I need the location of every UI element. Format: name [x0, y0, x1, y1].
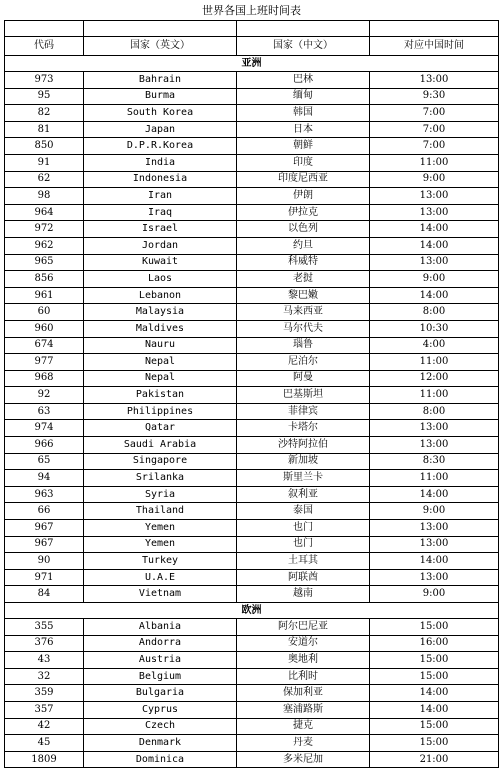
code-cell: 856 — [5, 271, 84, 288]
code-cell: 42 — [5, 718, 84, 735]
header-china-time: 对应中国时间 — [370, 37, 499, 56]
country-cn-cell: 日本 — [237, 121, 370, 138]
china-time-cell: 13:00 — [370, 420, 499, 437]
china-time-cell: 14:00 — [370, 553, 499, 570]
table-row — [5, 105, 499, 122]
country-en-cell: Nepal — [84, 354, 237, 371]
country-cn-cell: 伊朗 — [237, 188, 370, 205]
country-en-cell: Burma — [84, 88, 237, 105]
country-en-cell: Iran — [84, 188, 237, 205]
china-time-cell: 10:30 — [370, 320, 499, 337]
china-time-cell: 14:00 — [370, 701, 499, 718]
country-en-cell: Kuwait — [84, 254, 237, 271]
china-time-cell: 14:00 — [370, 685, 499, 702]
title-row — [5, 2, 499, 21]
code-cell: 32 — [5, 668, 84, 685]
country-en-cell: Thailand — [84, 503, 237, 520]
table-row — [5, 520, 499, 537]
country-cn-cell: 瑙鲁 — [237, 337, 370, 354]
country-cn-cell: 比利时 — [237, 668, 370, 685]
country-en-cell: Singapore — [84, 453, 237, 470]
country-en-cell: Malaysia — [84, 304, 237, 321]
table-row — [5, 437, 499, 454]
header-country-en: 国家（英文） — [84, 37, 237, 56]
table-row — [5, 718, 499, 735]
china-time-cell: 8:00 — [370, 304, 499, 321]
blank-cell — [237, 21, 370, 37]
code-cell: 1809 — [5, 751, 84, 768]
country-cn-cell: 韩国 — [237, 105, 370, 122]
table-row — [5, 735, 499, 752]
table-title: 世界各国上班时间表 — [5, 2, 499, 21]
china-time-cell: 13:00 — [370, 254, 499, 271]
code-cell: 974 — [5, 420, 84, 437]
china-time-cell: 9:00 — [370, 271, 499, 288]
china-time-cell: 16:00 — [370, 635, 499, 652]
country-cn-cell: 马尔代夫 — [237, 320, 370, 337]
table-row — [5, 403, 499, 420]
region-label: 欧洲 — [5, 603, 499, 619]
china-time-cell: 15:00 — [370, 718, 499, 735]
country-en-cell: Austria — [84, 652, 237, 669]
china-time-cell: 12:00 — [370, 370, 499, 387]
table-row — [5, 370, 499, 387]
country-en-cell: Turkey — [84, 553, 237, 570]
table-row — [5, 453, 499, 470]
country-en-cell: Czech — [84, 718, 237, 735]
code-cell: 95 — [5, 88, 84, 105]
country-en-cell: Dominica — [84, 751, 237, 768]
code-cell: 964 — [5, 204, 84, 221]
country-en-cell: South Korea — [84, 105, 237, 122]
code-cell: 90 — [5, 553, 84, 570]
code-cell: 967 — [5, 536, 84, 553]
country-cn-cell: 伊拉克 — [237, 204, 370, 221]
country-en-cell: Syria — [84, 486, 237, 503]
country-cn-cell: 阿曼 — [237, 370, 370, 387]
code-cell: 66 — [5, 503, 84, 520]
country-en-cell: Belgium — [84, 668, 237, 685]
china-time-cell: 15:00 — [370, 735, 499, 752]
code-cell: 91 — [5, 154, 84, 171]
table-row — [5, 685, 499, 702]
china-time-cell: 13:00 — [370, 72, 499, 89]
code-cell: 92 — [5, 387, 84, 404]
china-time-cell: 7:00 — [370, 121, 499, 138]
table-row — [5, 221, 499, 238]
table-row — [5, 88, 499, 105]
country-en-cell: Qatar — [84, 420, 237, 437]
china-time-cell: 9:00 — [370, 171, 499, 188]
country-cn-cell: 越南 — [237, 586, 370, 603]
code-cell: 81 — [5, 121, 84, 138]
code-cell: 94 — [5, 470, 84, 487]
country-cn-cell: 捷克 — [237, 718, 370, 735]
china-time-cell: 11:00 — [370, 387, 499, 404]
country-cn-cell: 黎巴嫩 — [237, 287, 370, 304]
code-cell: 62 — [5, 171, 84, 188]
china-time-cell: 13:00 — [370, 204, 499, 221]
code-cell: 98 — [5, 188, 84, 205]
country-cn-cell: 印度 — [237, 154, 370, 171]
code-cell: 63 — [5, 403, 84, 420]
table-row — [5, 387, 499, 404]
code-cell: 65 — [5, 453, 84, 470]
country-en-cell: Denmark — [84, 735, 237, 752]
country-en-cell: Indonesia — [84, 171, 237, 188]
country-cn-cell: 约旦 — [237, 237, 370, 254]
country-en-cell: India — [84, 154, 237, 171]
table-row — [5, 553, 499, 570]
table-row — [5, 635, 499, 652]
china-time-cell: 11:00 — [370, 470, 499, 487]
country-cn-cell: 巴林 — [237, 72, 370, 89]
table-row — [5, 121, 499, 138]
country-cn-cell: 以色列 — [237, 221, 370, 238]
code-cell: 977 — [5, 354, 84, 371]
table-row — [5, 652, 499, 669]
country-en-cell: Nauru — [84, 337, 237, 354]
china-time-cell: 13:00 — [370, 569, 499, 586]
table-row — [5, 138, 499, 155]
code-cell: 965 — [5, 254, 84, 271]
country-en-cell: Nepal — [84, 370, 237, 387]
country-cn-cell: 斯里兰卡 — [237, 470, 370, 487]
china-time-cell: 14:00 — [370, 486, 499, 503]
code-cell: 850 — [5, 138, 84, 155]
code-cell: 961 — [5, 287, 84, 304]
china-time-cell: 14:00 — [370, 221, 499, 238]
table-row — [5, 569, 499, 586]
country-en-cell: Albania — [84, 619, 237, 636]
blank-row — [5, 21, 499, 37]
country-en-cell: Andorra — [84, 635, 237, 652]
country-en-cell: Maldives — [84, 320, 237, 337]
table-row — [5, 619, 499, 636]
country-cn-cell: 科威特 — [237, 254, 370, 271]
country-en-cell: Cyprus — [84, 701, 237, 718]
china-time-cell: 13:00 — [370, 437, 499, 454]
country-en-cell: Bahrain — [84, 72, 237, 89]
table-row — [5, 536, 499, 553]
code-cell: 359 — [5, 685, 84, 702]
country-en-cell: Laos — [84, 271, 237, 288]
china-time-cell: 11:00 — [370, 354, 499, 371]
table-row — [5, 271, 499, 288]
table-row — [5, 304, 499, 321]
region-label: 亚洲 — [5, 56, 499, 72]
country-en-cell: Yemen — [84, 536, 237, 553]
china-time-cell: 13:00 — [370, 188, 499, 205]
table-row — [5, 171, 499, 188]
china-time-cell: 9:00 — [370, 586, 499, 603]
country-en-cell: Japan — [84, 121, 237, 138]
blank-cell — [5, 21, 84, 37]
china-time-cell: 4:00 — [370, 337, 499, 354]
country-en-cell: Philippines — [84, 403, 237, 420]
code-cell: 82 — [5, 105, 84, 122]
country-cn-cell: 巴基斯坦 — [237, 387, 370, 404]
china-time-cell: 7:00 — [370, 138, 499, 155]
country-cn-cell: 卡塔尔 — [237, 420, 370, 437]
country-cn-cell: 马来西亚 — [237, 304, 370, 321]
country-en-cell: Iraq — [84, 204, 237, 221]
table-row — [5, 320, 499, 337]
china-time-cell: 13:00 — [370, 536, 499, 553]
country-en-cell: Pakistan — [84, 387, 237, 404]
code-cell: 45 — [5, 735, 84, 752]
code-cell: 43 — [5, 652, 84, 669]
code-cell: 973 — [5, 72, 84, 89]
table-row — [5, 503, 499, 520]
country-cn-cell: 尼泊尔 — [237, 354, 370, 371]
china-time-cell: 21:00 — [370, 751, 499, 768]
country-cn-cell: 也门 — [237, 536, 370, 553]
code-cell: 84 — [5, 586, 84, 603]
china-time-cell: 11:00 — [370, 154, 499, 171]
country-cn-cell: 沙特阿拉伯 — [237, 437, 370, 454]
code-cell: 674 — [5, 337, 84, 354]
table-row — [5, 204, 499, 221]
country-cn-cell: 泰国 — [237, 503, 370, 520]
country-cn-cell: 老挝 — [237, 271, 370, 288]
country-cn-cell: 塞浦路斯 — [237, 701, 370, 718]
table-row — [5, 486, 499, 503]
country-en-cell: Yemen — [84, 520, 237, 537]
table-row — [5, 188, 499, 205]
header-code: 代码 — [5, 37, 84, 56]
country-en-cell: Srilanka — [84, 470, 237, 487]
code-cell: 972 — [5, 221, 84, 238]
china-time-cell: 8:30 — [370, 453, 499, 470]
china-time-cell: 15:00 — [370, 619, 499, 636]
header-row — [5, 37, 499, 56]
blank-cell — [370, 21, 499, 37]
table-row — [5, 72, 499, 89]
region-row — [5, 56, 499, 72]
code-cell: 967 — [5, 520, 84, 537]
country-cn-cell: 安道尔 — [237, 635, 370, 652]
region-row — [5, 603, 499, 619]
country-en-cell: Israel — [84, 221, 237, 238]
code-cell: 962 — [5, 237, 84, 254]
country-cn-cell: 缅甸 — [237, 88, 370, 105]
code-cell: 355 — [5, 619, 84, 636]
country-cn-cell: 也门 — [237, 520, 370, 537]
country-cn-cell: 土耳其 — [237, 553, 370, 570]
code-cell: 968 — [5, 370, 84, 387]
china-time-cell: 7:00 — [370, 105, 499, 122]
table-row — [5, 751, 499, 768]
china-time-cell: 13:00 — [370, 520, 499, 537]
table-row — [5, 420, 499, 437]
code-cell: 960 — [5, 320, 84, 337]
country-cn-cell: 朝鲜 — [237, 138, 370, 155]
china-time-cell: 8:00 — [370, 403, 499, 420]
china-time-cell: 9:30 — [370, 88, 499, 105]
china-time-cell: 14:00 — [370, 237, 499, 254]
work-hours-table — [4, 2, 499, 768]
country-cn-cell: 菲律宾 — [237, 403, 370, 420]
country-cn-cell: 阿联酋 — [237, 569, 370, 586]
country-cn-cell: 奥地利 — [237, 652, 370, 669]
country-en-cell: Bulgaria — [84, 685, 237, 702]
table-row — [5, 668, 499, 685]
header-country-cn: 国家（中文） — [237, 37, 370, 56]
table-row — [5, 154, 499, 171]
code-cell: 376 — [5, 635, 84, 652]
code-cell: 963 — [5, 486, 84, 503]
code-cell: 357 — [5, 701, 84, 718]
code-cell: 966 — [5, 437, 84, 454]
china-time-cell: 14:00 — [370, 287, 499, 304]
china-time-cell: 15:00 — [370, 668, 499, 685]
table-row — [5, 254, 499, 271]
country-en-cell: Jordan — [84, 237, 237, 254]
country-cn-cell: 丹麦 — [237, 735, 370, 752]
country-cn-cell: 阿尔巴尼亚 — [237, 619, 370, 636]
blank-cell — [84, 21, 237, 37]
country-cn-cell: 印度尼西亚 — [237, 171, 370, 188]
code-cell: 60 — [5, 304, 84, 321]
country-en-cell: Saudi Arabia — [84, 437, 237, 454]
country-en-cell: U.A.E — [84, 569, 237, 586]
table-row — [5, 237, 499, 254]
country-en-cell: D.P.R.Korea — [84, 138, 237, 155]
country-en-cell: Lebanon — [84, 287, 237, 304]
table-row — [5, 354, 499, 371]
china-time-cell: 15:00 — [370, 652, 499, 669]
table-row — [5, 701, 499, 718]
table-row — [5, 287, 499, 304]
country-cn-cell: 多米尼加 — [237, 751, 370, 768]
table-row — [5, 337, 499, 354]
code-cell: 971 — [5, 569, 84, 586]
table-row — [5, 586, 499, 603]
china-time-cell: 9:00 — [370, 503, 499, 520]
country-cn-cell: 叙利亚 — [237, 486, 370, 503]
table-row — [5, 470, 499, 487]
country-cn-cell: 保加利亚 — [237, 685, 370, 702]
country-cn-cell: 新加坡 — [237, 453, 370, 470]
country-en-cell: Vietnam — [84, 586, 237, 603]
